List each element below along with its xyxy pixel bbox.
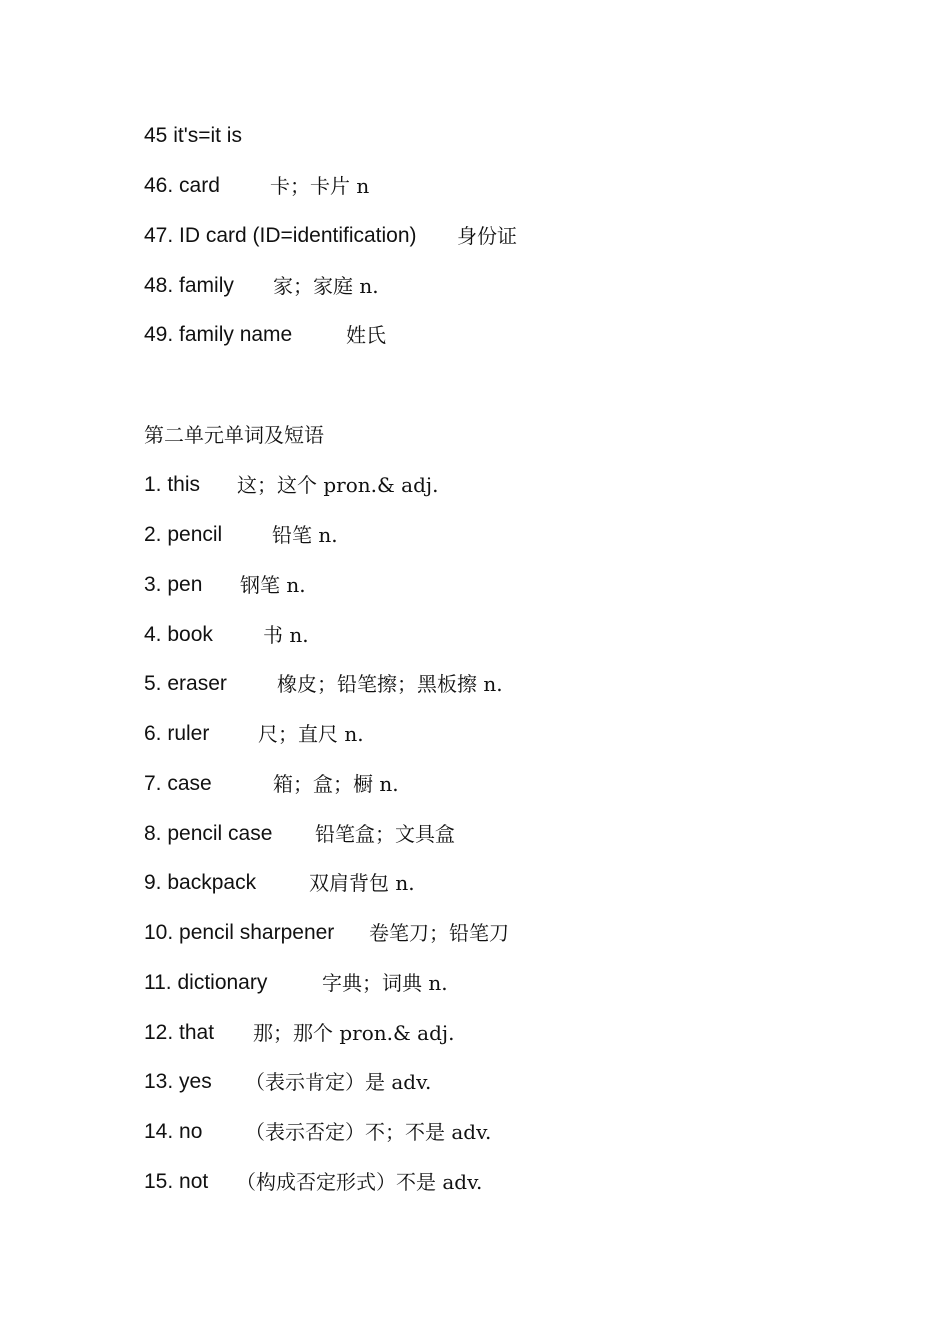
entry-term: 9. backpack (144, 871, 257, 894)
entry-term: 45 it's=it is (144, 124, 242, 147)
entry-term: 48. family (144, 274, 234, 297)
entry-term: 13. yes (144, 1070, 212, 1093)
vocab-entry (144, 1117, 492, 1147)
vocab-entry (144, 719, 364, 749)
vocab-entry (144, 570, 306, 600)
entry-meaning: 书 n. (263, 623, 309, 647)
entry-term: 14. no (144, 1120, 203, 1143)
vocab-entry (144, 171, 370, 201)
entry-meaning: 这；这个 pron.& adj. (237, 473, 439, 497)
entry-term: 4. book (144, 623, 213, 646)
entry-meaning: 卷笔刀；铅笔刀 (369, 921, 509, 945)
entry-meaning: 姓氏 (346, 323, 386, 347)
entry-meaning: （表示肯定）是 adv. (245, 1070, 432, 1094)
entry-term: 49. family name (144, 323, 293, 346)
entry-meaning: 钢笔 n. (240, 573, 306, 597)
vocab-entry (144, 918, 509, 948)
entry-term: 15. not (144, 1170, 209, 1193)
vocab-entry (144, 520, 338, 550)
entry-meaning: 那；那个 pron.& adj. (253, 1021, 455, 1045)
entry-meaning: （构成否定形式）不是 adv. (236, 1170, 483, 1194)
entry-term: 6. ruler (144, 722, 210, 745)
vocab-entry (144, 121, 242, 151)
entry-meaning: 卡；卡片 n (270, 174, 370, 198)
entry-term: 1. this (144, 473, 201, 496)
vocab-entry (144, 320, 386, 350)
entry-meaning: 双肩背包 n. (309, 871, 415, 895)
entry-meaning: 铅笔盒；文具盒 (315, 822, 455, 846)
vocab-entry (144, 221, 517, 251)
vocab-entry (144, 620, 309, 650)
entry-term: 46. card (144, 174, 220, 197)
vocab-entry (144, 1167, 483, 1197)
vocab-entry (144, 271, 379, 301)
entry-term: 12. that (144, 1021, 215, 1044)
vocab-entry (144, 819, 455, 849)
entry-meaning: 箱；盒；橱 n. (273, 772, 399, 796)
entry-term: 2. pencil (144, 523, 223, 546)
entry-term: 8. pencil case (144, 822, 273, 845)
vocab-entry (144, 1067, 432, 1097)
vocab-entry (144, 470, 439, 500)
entry-term: 11. dictionary (144, 971, 268, 994)
vocab-entry (144, 968, 448, 998)
entry-meaning: 字典；词典 n. (322, 971, 448, 995)
entry-term: 47. ID card (ID=identification) (144, 224, 417, 247)
entry-term: 10. pencil sharpener (144, 921, 335, 944)
entry-meaning: （表示否定）不；不是 adv. (245, 1120, 492, 1144)
entry-meaning: 铅笔 n. (272, 523, 338, 547)
entry-meaning: 尺；直尺 n. (258, 722, 364, 746)
entry-term: 3. pen (144, 573, 203, 596)
entry-meaning: 身份证 (457, 224, 517, 248)
vocab-entry (144, 669, 503, 699)
vocab-entry (144, 769, 399, 799)
entry-meaning: 橡皮；铅笔擦；黑板擦 n. (277, 672, 503, 696)
vocab-entry (144, 1018, 455, 1048)
vocab-entry (144, 868, 415, 898)
entry-meaning: 家；家庭 n. (273, 274, 379, 298)
entry-term: 5. eraser (144, 672, 227, 695)
entry-term: 7. case (144, 772, 212, 795)
section-heading: 第二单元单词及短语 (144, 423, 324, 447)
